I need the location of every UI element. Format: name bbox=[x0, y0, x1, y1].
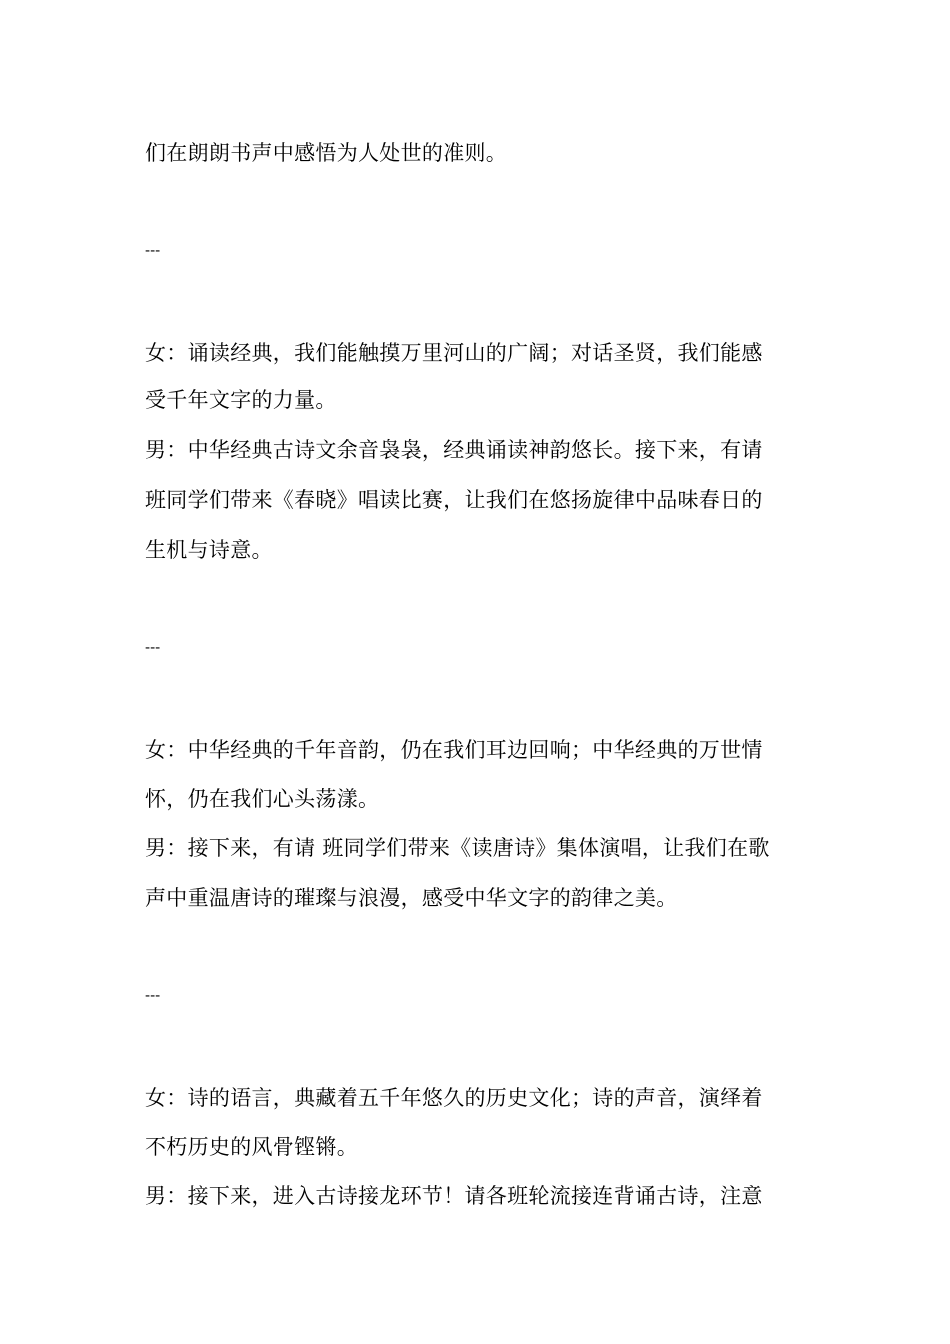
section-separator: --- bbox=[145, 986, 161, 1004]
paragraph-line: 女：诗的语言，典藏着五千年悠久的历史文化；诗的声音，演绎着 bbox=[145, 1086, 763, 1110]
paragraph-line: 们在朗朗书声中感悟为人处世的准则。 bbox=[145, 141, 508, 165]
paragraph-line: 怀，仍在我们心头荡漾。 bbox=[145, 787, 380, 811]
paragraph-line: 男：接下来，进入古诗接龙环节！请各班轮流接连背诵古诗，注意 bbox=[145, 1184, 763, 1208]
paragraph-line: 女：中华经典的千年音韵，仍在我们耳边回响；中华经典的万世情 bbox=[145, 738, 763, 762]
section-separator: --- bbox=[145, 241, 161, 259]
paragraph-line: 男：中华经典古诗文余音袅袅，经典诵读神韵悠长。接下来，有请 bbox=[145, 438, 763, 462]
paragraph-line: 班同学们带来《春晓》唱读比赛，让我们在悠扬旋律中品味春日的 bbox=[145, 488, 763, 512]
paragraph-line: 女：诵读经典，我们能触摸万里河山的广阔；对话圣贤，我们能感 bbox=[145, 341, 763, 365]
section-separator: --- bbox=[145, 638, 161, 656]
paragraph-line: 生机与诗意。 bbox=[145, 538, 273, 562]
paragraph-line: 声中重温唐诗的璀璨与浪漫，感受中华文字的韵律之美。 bbox=[145, 886, 678, 910]
paragraph-line: 受千年文字的力量。 bbox=[145, 388, 337, 412]
paragraph-line: 男：接下来，有请 班同学们带来《读唐诗》集体演唱，让我们在歌 bbox=[145, 836, 770, 860]
paragraph-line: 不朽历史的风骨铿锵。 bbox=[145, 1135, 358, 1159]
